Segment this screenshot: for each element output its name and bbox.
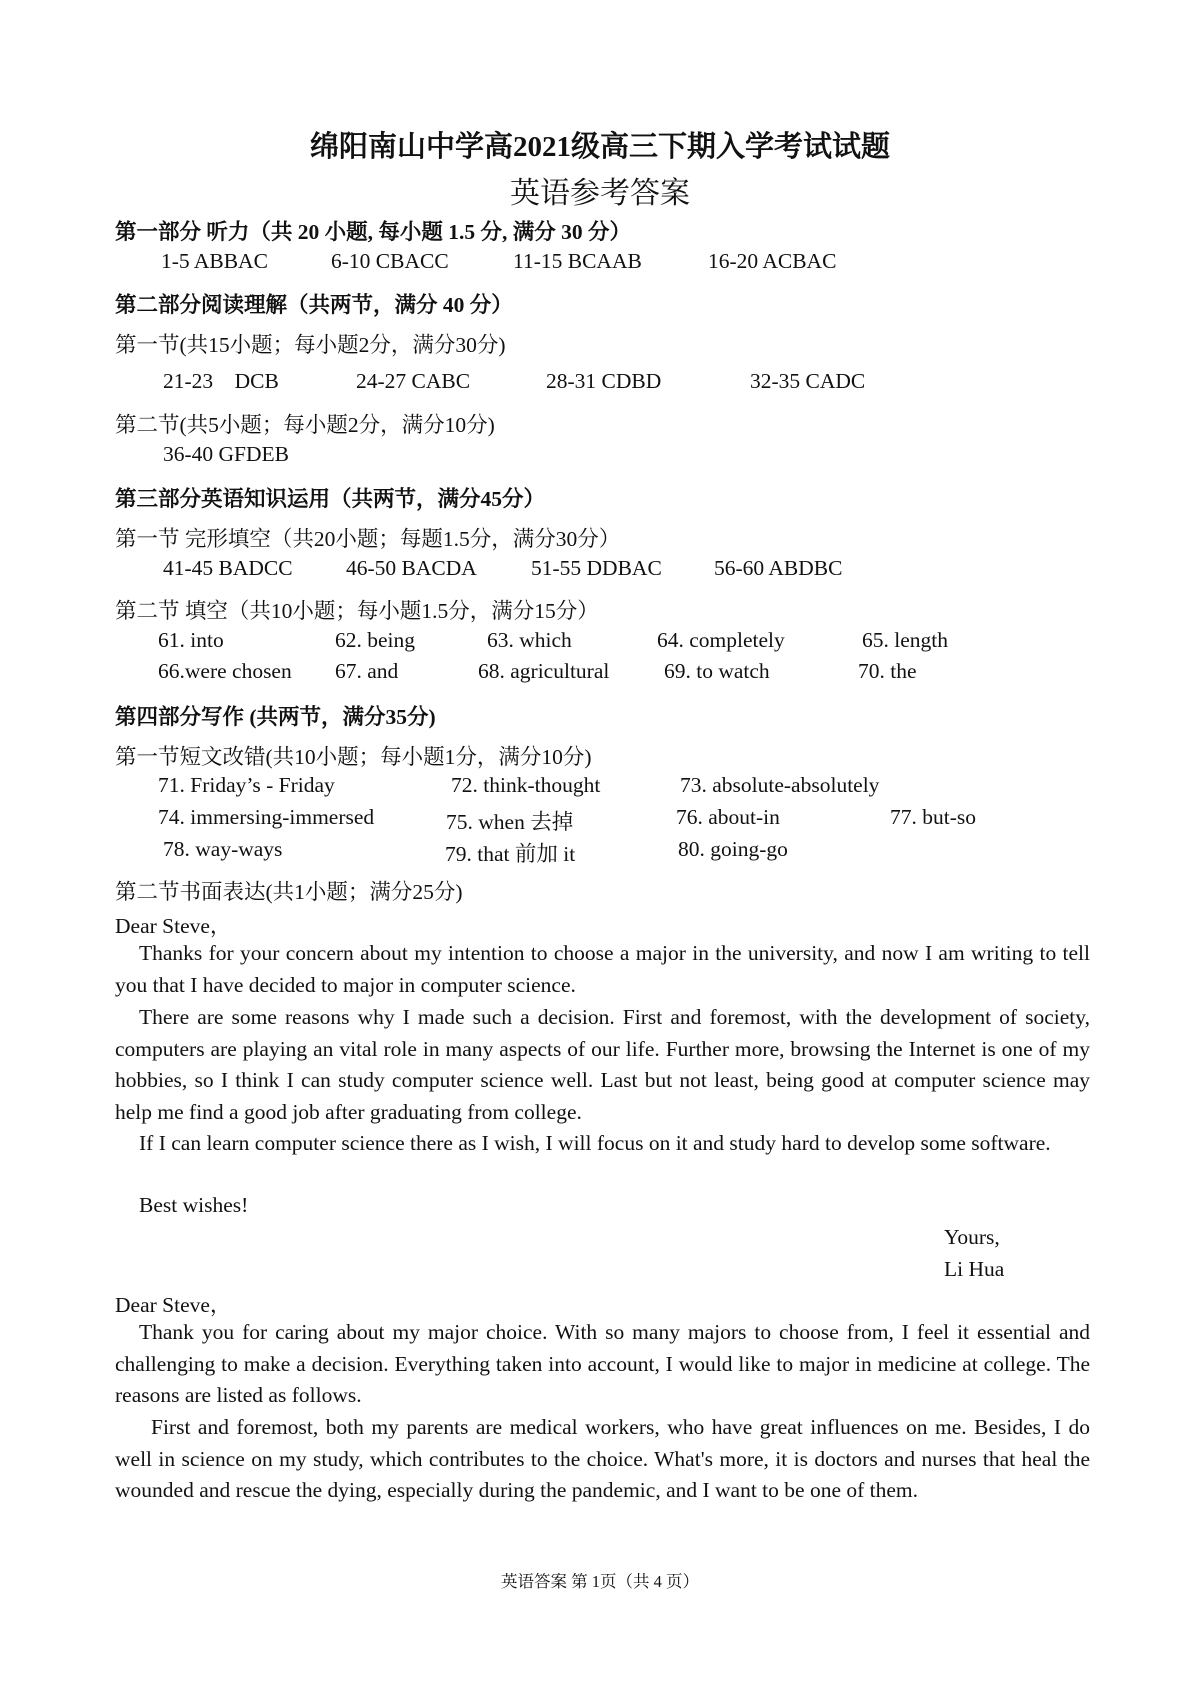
- blank-answer: 70. the: [858, 659, 917, 683]
- answer-group: 56-60 ABDBC: [714, 556, 843, 580]
- part2-section1-heading: 第一节(共15小题；每小题2分，满分30分): [115, 333, 506, 357]
- letter1-closing: Best wishes!: [139, 1193, 249, 1217]
- blank-answer: 62. being: [335, 628, 416, 652]
- part4-section1-heading: 第一节短文改错(共10小题；每小题1分，满分10分): [115, 745, 592, 769]
- part3-section1-heading: 第一节 完形填空（共20小题；每题1.5分，满分30分）: [115, 527, 621, 551]
- blank-answer: 61. into: [158, 628, 224, 652]
- letter2-paragraph-2: First and foremost, both my parents are medical workers, who have great influences on me. Besides, I do well in science on my study, which contributes to the choice. What's more, it is doctors and nurses that heal the wounded and rescue the dying, especially during the pandemic, and I want to be one of them.: [115, 1415, 1090, 1502]
- correction-answer: 74. immersing-immersed: [158, 805, 375, 829]
- correction-answer: 77. but-so: [890, 805, 976, 829]
- letter1-signature: Li Hua: [944, 1257, 1005, 1281]
- letter1-signoff: Yours,: [944, 1225, 1000, 1249]
- blank-answer: 63. which: [487, 628, 572, 652]
- letter1-paragraph-3: If I can learn computer science there as I wish, I will focus on it and study hard to develop some software.: [139, 1131, 1051, 1155]
- part2-heading: 第二部分阅读理解（共两节，满分 40 分）: [115, 293, 513, 317]
- part4-section2-heading: 第二节书面表达(共1小题；满分25分): [115, 880, 463, 904]
- answer-group: 51-55 DDBAC: [531, 556, 662, 580]
- blank-answer: 67. and: [335, 659, 399, 683]
- blank-answer: 69. to watch: [664, 659, 770, 683]
- answer-group: 46-50 BACDA: [346, 556, 477, 580]
- blank-answer: 68. agricultural: [478, 659, 610, 683]
- correction-answer: 75. when 去掉: [446, 810, 574, 834]
- answer-group: 32-35 CADC: [750, 369, 866, 393]
- blank-answer: 66.were chosen: [158, 659, 292, 683]
- answer-group: 11-15 BCAAB: [513, 249, 642, 273]
- part2-section2-heading: 第二节(共5小题；每小题2分，满分10分): [115, 413, 495, 437]
- part3-heading: 第三部分英语知识运用（共两节，满分45分）: [115, 487, 546, 511]
- blank-answer: 65. length: [862, 628, 948, 652]
- letter1-greeting: Dear Steve，: [115, 914, 232, 938]
- letter2-greeting: Dear Steve，: [115, 1293, 232, 1317]
- part3-section2-heading: 第二节 填空（共10小题；每小题1.5分，满分15分）: [115, 599, 599, 623]
- answer-group: 28-31 CDBD: [546, 369, 662, 393]
- correction-answer: 76. about-in: [676, 805, 780, 829]
- answer-group: 24-27 CABC: [356, 369, 471, 393]
- page-subtitle: 英语参考答案: [510, 177, 690, 210]
- answer-group: 36-40 GFDEB: [163, 442, 290, 466]
- letter2-paragraph-1: Thank you for caring about my major choice. With so many majors to choose from, I feel it essential and challenging to make a decision. Everything taken into account, I would like to major in medicine at college. The reasons are listed as follows.: [115, 1320, 1090, 1407]
- letter1-paragraph-1: Thanks for your concern about my intention to choose a major in the university, and now I am writing to tell you that I have decided to major in computer science.: [115, 941, 1090, 997]
- part1-heading: 第一部分 听力（共 20 小题, 每小题 1.5 分, 满分 30 分）: [115, 220, 632, 244]
- answer-group: 6-10 CBACC: [331, 249, 449, 273]
- answer-group: 41-45 BADCC: [163, 556, 293, 580]
- letter1-paragraph-2: There are some reasons why I made such a decision. First and foremost, with the development of society, computers are playing an vital role in many aspects of our life. Further more, browsing the Internet is one of my hobbies, so I think I can study computer science well. Last but not least, being good at computer science may help me find a good job after graduating from college.: [115, 1005, 1090, 1124]
- answer-group: 16-20 ACBAC: [708, 249, 837, 273]
- correction-answer: 72. think-thought: [451, 773, 601, 797]
- correction-answer: 80. going-go: [678, 837, 788, 861]
- correction-answer: 78. way-ways: [163, 837, 283, 861]
- page-title: 绵阳南山中学高2021级高三下期入学考试试题: [309, 131, 890, 163]
- correction-answer: 79. that 前加 it: [445, 842, 576, 866]
- correction-answer: 73. absolute-absolutely: [680, 773, 880, 797]
- blank-answer: 64. completely: [657, 628, 785, 652]
- correction-answer: 71. Friday’s - Friday: [158, 773, 335, 797]
- page-footer: 英语答案 第 1页（共 4 页）: [501, 1572, 699, 1591]
- part4-heading: 第四部分写作 (共两节，满分35分): [115, 705, 436, 729]
- answer-group: 1-5 ABBAC: [161, 249, 268, 273]
- answer-group: 21-23 DCB: [163, 369, 279, 393]
